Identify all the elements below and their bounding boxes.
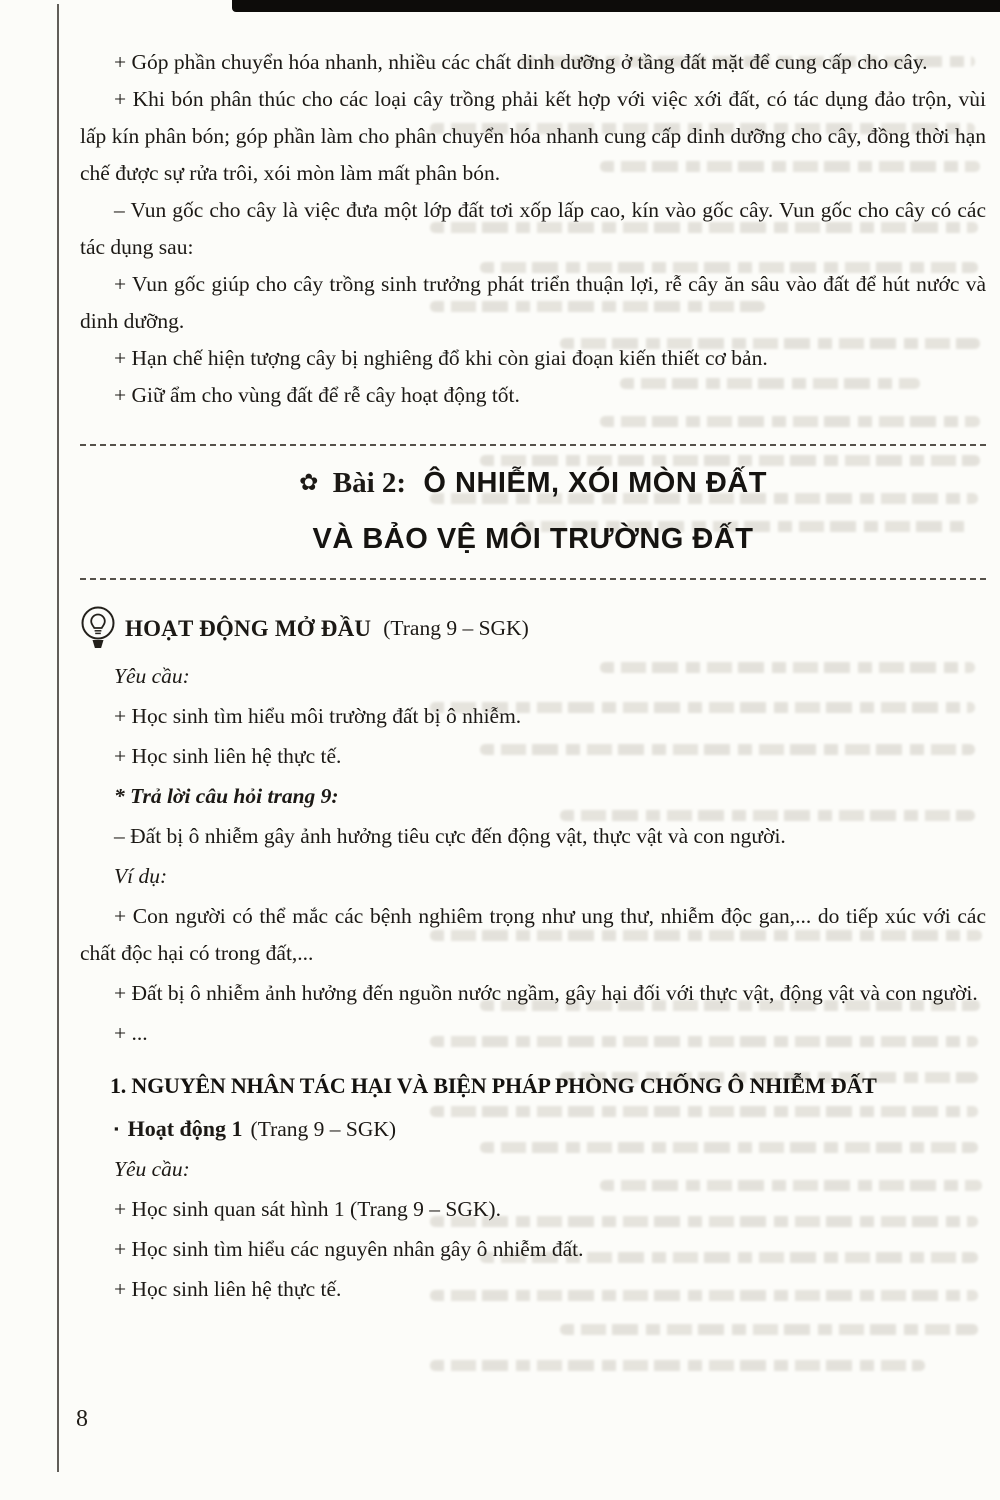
opening-activity-header (78, 604, 986, 652)
requirement-item: + Học sinh tìm hiểu môi trường đất bị ô nhiễm. (114, 704, 522, 728)
activity-ref: (Trang 9 – SGK) (383, 615, 529, 640)
requirement-item: + Học sinh tìm hiểu các nguyên nhân gây ô nhiễm đất. (114, 1237, 584, 1261)
page-content (80, 44, 986, 1311)
requirement-item: + Học sinh liên hệ thực tế. (114, 744, 342, 768)
answer-intro: – Đất bị ô nhiễm gây ảnh hưởng tiêu cực đến động vật, thực vật và con người. (114, 824, 786, 848)
section-heading: 1. NGUYÊN NHÂN TÁC HẠI VÀ BIỆN PHÁP PHÒNG CHỐNG Ô NHIỄM ĐẤT (110, 1073, 877, 1098)
scan-edge-artifact (232, 0, 1000, 12)
body-paragraph: + Vun gốc giúp cho cây trồng sinh trưởng phát triển thuận lợi, rễ cây ăn sâu vào đất để hút nước và dinh dưỡng. (80, 272, 986, 333)
example-item: + Con người có thể mắc các bệnh nghiêm trọng như ung thư, nhiễm độc gan,... do tiếp xúc với các chất độc hại có trong đất,... (80, 904, 986, 965)
requirement-item: + Học sinh liên hệ thực tế. (114, 1277, 342, 1301)
bleedthrough-line (430, 1360, 925, 1371)
requirement-item: + Học sinh quan sát hình 1 (Trang 9 – SGK). (114, 1197, 501, 1221)
margin-rule (57, 4, 59, 1472)
body-paragraph: + Khi bón phân thúc cho các loại cây trồng phải kết hợp với việc xới đất, có tác dụng đảo trộn, vùi lấp kín phân bón; góp phần làm cho phân chuyển hóa nhanh cung cấp dinh dưỡng cho cây, đồng thời hạn chế được sự rửa trôi, xói mòn làm mất phân bón. (80, 87, 986, 185)
bleedthrough-line (560, 1324, 978, 1335)
page-number: 8 (76, 1406, 88, 1432)
body-paragraph: + Giữ ẩm cho vùng đất để rễ cây hoạt động tốt. (114, 383, 520, 407)
body-paragraph: + Góp phần chuyển hóa nhanh, nhiều các chất dinh dưỡng ở tầng đất mặt để cung cấp cho cây. (114, 50, 928, 74)
example-item: + Đất bị ô nhiễm ảnh hưởng đến nguồn nước ngầm, gây hại đối với thực vật, động vật và con người. (114, 981, 978, 1005)
lesson-header-line2 (80, 512, 986, 568)
lesson-label: Bài 2: (332, 467, 407, 499)
dashed-divider-bottom (80, 578, 986, 580)
lesson-title-line1: Ô NHIỄM, XÓI MÒN ĐẤT (423, 467, 767, 499)
example-label: Ví dụ: (114, 864, 168, 888)
activity1-ref: (Trang 9 – SGK) (250, 1117, 397, 1141)
activity-title: HOẠT ĐỘNG MỞ ĐẦU (125, 615, 372, 641)
example-item: + ... (114, 1021, 148, 1045)
lesson-header (80, 446, 986, 576)
lightbulb-icon (78, 604, 118, 652)
lesson-header-line1 (80, 456, 986, 512)
body-paragraph: – Vun gốc cho cây là việc đưa một lớp đất tơi xốp lấp cao, kín vào gốc cây. Vun gốc cho cây có các tác dụng sau: (80, 198, 986, 259)
requirement-label: Yêu cầu: (114, 1157, 190, 1181)
lower-section (80, 604, 986, 1308)
activity1-name: Hoạt động 1 (127, 1116, 243, 1141)
lesson-title-line2: VÀ BẢO VỆ MÔI TRƯỜNG ĐẤT (312, 523, 754, 555)
flower-icon: ✿ (299, 470, 319, 495)
body-paragraph: + Hạn chế hiện tượng cây bị nghiêng đổ khi còn giai đoạn kiến thiết cơ bản. (114, 346, 768, 370)
answer-label: * Trả lời câu hỏi trang 9: (114, 784, 339, 808)
square-bullet-icon: ▪ (114, 1121, 119, 1136)
requirement-label: Yêu cầu: (114, 664, 190, 688)
activity1-header (80, 1110, 986, 1148)
